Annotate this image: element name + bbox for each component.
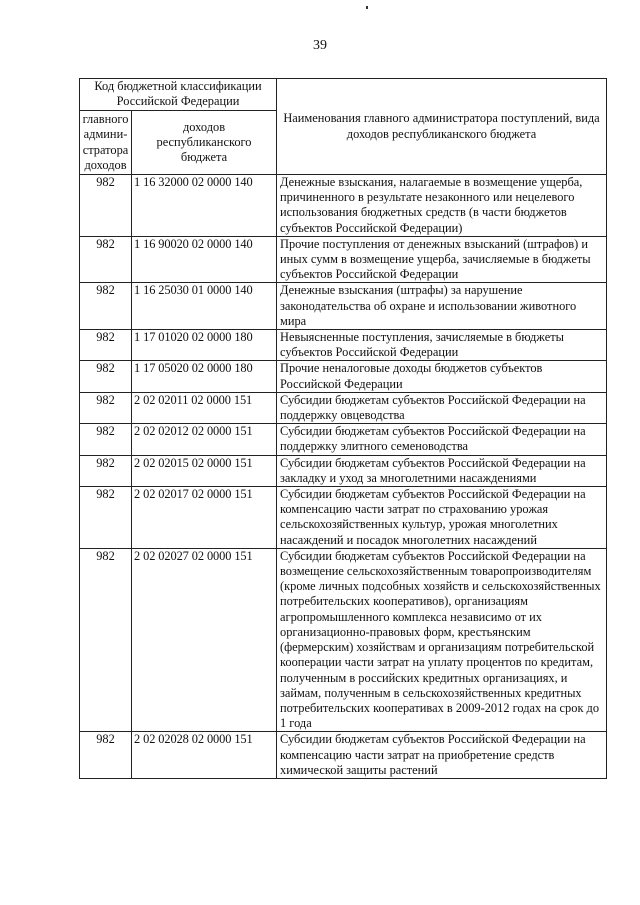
table-row: [80, 548, 607, 731]
revenue-name-cell: Субсидии бюджетам субъектов Российской Федерации на возмещение сельскохозяйственным товаропроизводителям (кроме личных подсобных хозяйств и сельскохозяйственных потребительских кооперативов), организациям агропромышленного комплекса независимо от их организационно-правовых форм, крестьянским (фермерским) хозяйствам и организациям потребительской кооперации части затрат на уплату процентов по кредитам, полученным в российских кредитных организациях, и займам, полученным в сельскохозяйственных кредитных потребительских кооперативах в 2009-2012 годах на срок до 1 года: [277, 548, 607, 731]
revenue-code-cell: 1 17 01020 02 0000 180: [132, 330, 277, 361]
table-row: [80, 175, 607, 237]
admin-code-cell: 982: [80, 455, 132, 486]
table-row: [80, 361, 607, 392]
admin-code-cell: 982: [80, 236, 132, 283]
admin-code-cell: 982: [80, 424, 132, 455]
revenue-code-cell: 2 02 02015 02 0000 151: [132, 455, 277, 486]
admin-code-cell: 982: [80, 487, 132, 549]
revenue-name-cell: Субсидии бюджетам субъектов Российской Федерации на закладку и уход за многолетними насаждениями: [277, 455, 607, 486]
header-revenue-column: доходов республиканского бюджета: [132, 111, 277, 175]
header-admin-column: главного админи-стратора доходов: [80, 111, 132, 175]
header-group-title: Код бюджетной классификации Российской Федерации: [80, 79, 277, 111]
admin-code-cell: 982: [80, 361, 132, 392]
page-number: 39: [313, 38, 327, 53]
admin-code-cell: 982: [80, 175, 132, 237]
table-row: [80, 236, 607, 283]
revenue-code-cell: 2 02 02028 02 0000 151: [132, 732, 277, 779]
revenue-code-cell: 2 02 02017 02 0000 151: [132, 487, 277, 549]
table-row: [80, 424, 607, 455]
revenue-code-cell: 1 16 32000 02 0000 140: [132, 175, 277, 237]
revenue-name-cell: Прочие неналоговые доходы бюджетов субъектов Российской Федерации: [277, 361, 607, 392]
revenue-code-cell: 2 02 02012 02 0000 151: [132, 424, 277, 455]
table-row: [80, 283, 607, 330]
revenue-name-cell: Денежные взыскания, налагаемые в возмещение ущерба, причиненного в результате незаконного или нецелевого использования бюджетных средств (в части бюджетов субъектов Российской Федерации): [277, 175, 607, 237]
table-row: [80, 455, 607, 486]
admin-code-cell: 982: [80, 283, 132, 330]
revenue-name-cell: Субсидии бюджетам субъектов Российской Федерации на компенсацию части затрат по страхованию урожая сельскохозяйственных культур, урожая многолетних насаждений и посадок многолетних насаждений: [277, 487, 607, 549]
revenue-code-cell: 1 17 05020 02 0000 180: [132, 361, 277, 392]
scan-speck: [366, 6, 368, 9]
revenue-name-cell: Денежные взыскания (штрафы) за нарушение законодательства об охране и использовании животного мира: [277, 283, 607, 330]
table-row: [80, 330, 607, 361]
revenue-name-cell: Субсидии бюджетам субъектов Российской Федерации на компенсацию части затрат на приобретение средств химической защиты растений: [277, 732, 607, 779]
table-row: [80, 732, 607, 779]
admin-code-cell: 982: [80, 392, 132, 423]
revenue-code-cell: 1 16 25030 01 0000 140: [132, 283, 277, 330]
table-row: [80, 392, 607, 423]
admin-code-cell: 982: [80, 330, 132, 361]
budget-classification-table: [79, 78, 607, 779]
table-row: [80, 487, 607, 549]
revenue-name-cell: Прочие поступления от денежных взысканий (штрафов) и иных сумм в возмещение ущерба, зачисляемые в бюджеты субъектов Российской Федерации: [277, 236, 607, 283]
revenue-name-cell: Субсидии бюджетам субъектов Российской Федерации на поддержку овцеводства: [277, 392, 607, 423]
revenue-name-cell: Субсидии бюджетам субъектов Российской Федерации на поддержку элитного семеноводства: [277, 424, 607, 455]
revenue-code-cell: 1 16 90020 02 0000 140: [132, 236, 277, 283]
admin-code-cell: 982: [80, 548, 132, 731]
admin-code-cell: 982: [80, 732, 132, 779]
revenue-code-cell: 2 02 02027 02 0000 151: [132, 548, 277, 731]
header-name-column: Наименования главного администратора поступлений, вида доходов республиканского бюджета: [277, 79, 607, 175]
revenue-name-cell: Невыясненные поступления, зачисляемые в бюджеты субъектов Российской Федерации: [277, 330, 607, 361]
revenue-code-cell: 2 02 02011 02 0000 151: [132, 392, 277, 423]
